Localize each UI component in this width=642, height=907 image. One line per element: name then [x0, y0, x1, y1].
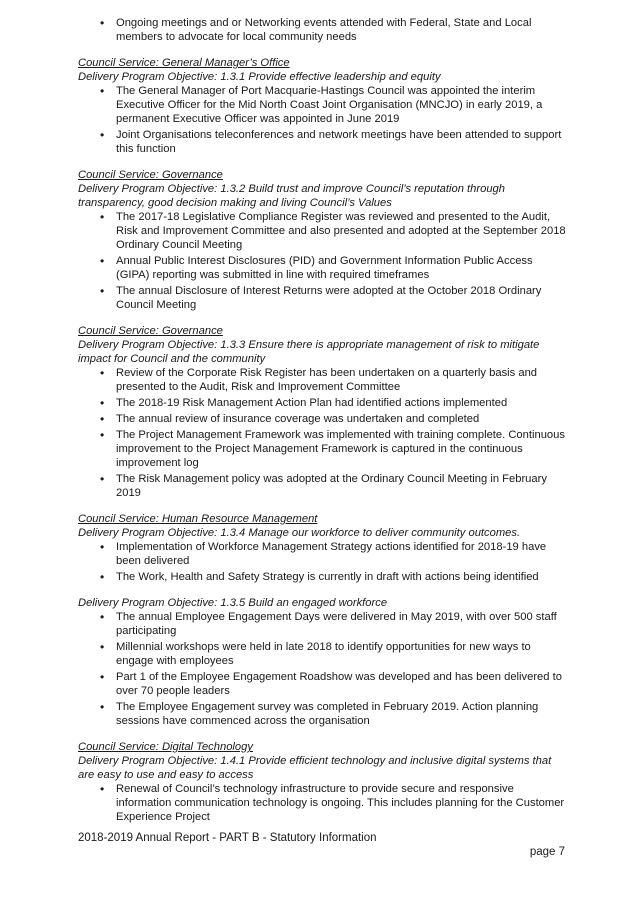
bullet-list: [78, 366, 568, 500]
list-item: • The 2017-18 Legislative Compliance Register was reviewed and presented to the Audit, Risk and Improvement Committee and also presented and adopted at the September 2018 Ordinary Council Meeting: [78, 210, 568, 252]
document-body: [78, 16, 568, 826]
section-general-managers-office: [78, 56, 568, 156]
list-item: • The Work, Health and Safety Strategy is currently in draft with actions being identified: [78, 570, 568, 584]
bullet-list: [78, 84, 568, 156]
delivery-program-objective: Delivery Program Objective: 1.3.5 Build an engaged workforce: [78, 597, 388, 609]
delivery-program-objective: Delivery Program Objective: 1.3.1 Provide effective leadership and equity: [78, 71, 441, 83]
bullet-list: [78, 610, 568, 728]
section-governance-trust: [78, 168, 568, 312]
list-item: • Review of the Corporate Risk Register has been undertaken on a quarterly basis and presented to the Audit, Risk and Improvement Committee: [78, 366, 568, 394]
council-service-heading: Council Service: Governance: [78, 325, 223, 337]
footer-report-title: 2018-2019 Annual Report - PART B - Statutory Information: [78, 832, 377, 844]
delivery-program-objective: Delivery Program Objective: 1.3.2 Build trust and improve Council’s reputation through transparency, good decision making and living Council’s Values: [78, 183, 505, 209]
delivery-program-objective: Delivery Program Objective: 1.3.3 Ensure there is appropriate management of risk to mitigate impact for Council and the community: [78, 339, 540, 365]
delivery-program-objective: Delivery Program Objective: 1.4.1 Provide efficient technology and inclusive digital systems that are easy to use and easy to access: [78, 755, 552, 781]
list-item: • The Risk Management policy was adopted at the Ordinary Council Meeting in February 2019: [78, 472, 568, 500]
list-item: • Annual Public Interest Disclosures (PID) and Government Information Public Access (GIPA) reporting was submitted in line with required timeframes: [78, 254, 568, 282]
intro-bullet-list: [78, 16, 568, 44]
list-item: • The Project Management Framework was implemented with training complete. Continuous improvement to the Project Management Framework is captured in the continuous improvement log: [78, 428, 568, 470]
list-item: • Joint Organisations teleconferences and network meetings have been attended to support this function: [78, 128, 568, 156]
list-item: • Ongoing meetings and or Networking events attended with Federal, State and Local members to advocate for local community needs: [78, 16, 568, 44]
list-item: • The annual Disclosure of Interest Returns were adopted at the October 2018 Ordinary Council Meeting: [78, 284, 568, 312]
list-item: • Renewal of Council’s technology infrastructure to provide secure and responsive information communication technology is ongoing. This includes planning for the Customer Experience Project: [78, 782, 568, 824]
list-item: • The annual Employee Engagement Days were delivered in May 2019, with over 500 staff participating: [78, 610, 568, 638]
bullet-list: [78, 210, 568, 312]
list-item: • Implementation of Workforce Management Strategy actions identified for 2018-19 have been delivered: [78, 540, 568, 568]
council-service-heading: Council Service: Digital Technology: [78, 741, 253, 753]
list-item: • The Employee Engagement survey was completed in February 2019. Action planning sessions have commenced across the organisation: [78, 700, 568, 728]
section-human-resource-management: [78, 512, 568, 728]
bullet-list: [78, 540, 568, 584]
list-item: • The annual review of insurance coverage was undertaken and completed: [78, 412, 568, 426]
bullet-list: [78, 782, 568, 824]
delivery-program-objective: Delivery Program Objective: 1.3.4 Manage our workforce to deliver community outcomes.: [78, 527, 521, 539]
page-number: page 7: [529, 846, 565, 858]
list-item: • The General Manager of Port Macquarie-Hastings Council was appointed the interim Executive Officer for the Mid North Coast Joint Organisation (MNCJO) in early 2019, a permanent Executive Officer was appointed in June 2019: [78, 84, 568, 126]
section-digital-technology: [78, 740, 568, 824]
list-item: • Part 1 of the Employee Engagement Roadshow was developed and has been delivered to over 70 people leaders: [78, 670, 568, 698]
list-item: • The 2018-19 Risk Management Action Plan had identified actions implemented: [78, 396, 568, 410]
council-service-heading: Council Service: Human Resource Management: [78, 513, 318, 525]
council-service-heading: Council Service: General Manager’s Office: [78, 57, 290, 69]
council-service-heading: Council Service: Governance: [78, 169, 223, 181]
section-governance-risk: [78, 324, 568, 500]
list-item: • Millennial workshops were held in late 2018 to identify opportunities for new ways to engage with employees: [78, 640, 568, 668]
